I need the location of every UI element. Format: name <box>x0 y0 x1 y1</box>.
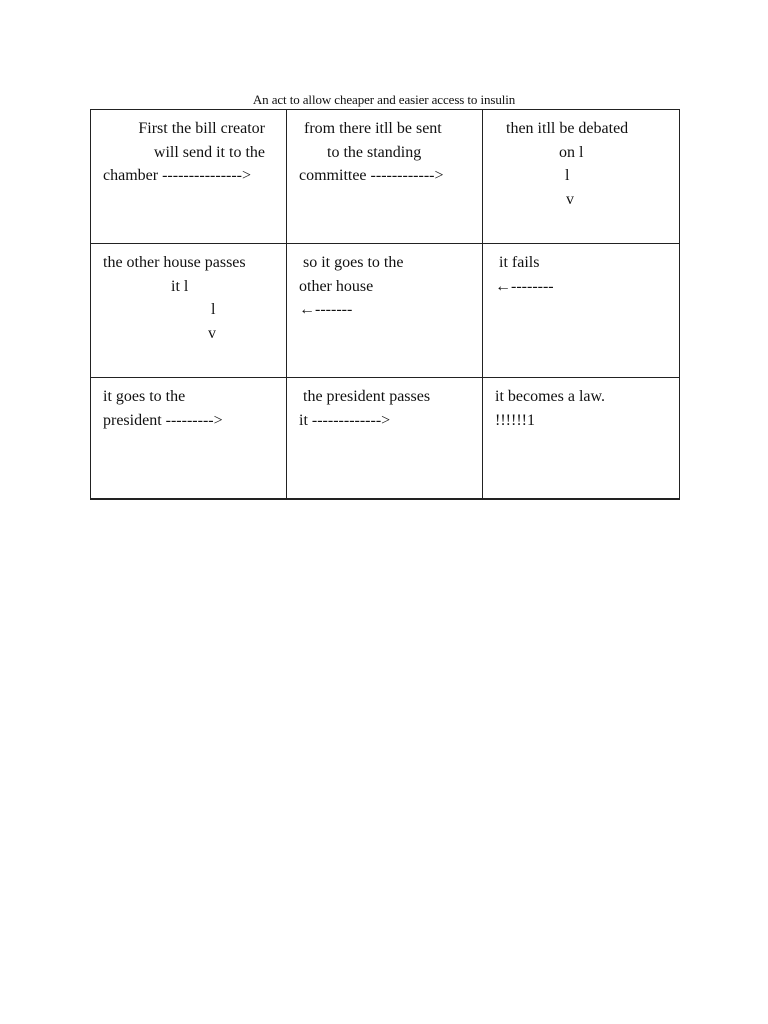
table-cell <box>91 378 287 500</box>
arrow-stem: l <box>565 167 570 184</box>
cell-text-line: to the standing <box>327 143 422 161</box>
cell-text-line: the other house passes <box>103 254 246 271</box>
left-arrow: ←------- <box>299 301 353 318</box>
table-cell <box>287 244 483 378</box>
flowchart-table <box>90 109 680 500</box>
cell-text-line: chamber ---------------> <box>103 167 252 184</box>
cell-text-line: president ---------> <box>103 411 223 429</box>
table-row <box>91 378 680 500</box>
table-cell <box>287 110 483 244</box>
left-arrow: ←-------- <box>495 277 554 295</box>
cell-text-line: so it goes to the <box>299 254 404 271</box>
table-row <box>91 244 680 378</box>
document-title: An act to allow cheaper and easier access to insulin <box>252 92 516 107</box>
cell-text-line: other house <box>299 277 374 295</box>
cell-text-line: !!!!!!1 <box>495 411 535 429</box>
table-cell <box>287 378 483 500</box>
cell-text-line: on l <box>559 143 584 161</box>
table-cell <box>483 110 680 244</box>
cell-text-line: the president passes <box>299 388 431 405</box>
cell-text-line: will send it to the <box>153 143 265 161</box>
table-row <box>91 110 680 244</box>
cell-text-line: then itll be debated <box>506 120 629 137</box>
cell-text-line: it becomes a law. <box>495 388 606 405</box>
cell-text-line: committee ------------> <box>299 167 444 184</box>
arrow-head-down: v <box>208 324 216 342</box>
cell-text-line: First the bill creator <box>138 120 265 137</box>
cell-text-line: it -------------> <box>299 411 391 429</box>
cell-text-line: it l <box>171 277 189 295</box>
cell-text-line: it goes to the <box>103 388 186 405</box>
arrow-stem: l <box>211 301 216 318</box>
table-cell <box>91 110 287 244</box>
cell-text-line: it fails <box>495 254 540 271</box>
table-cell <box>483 244 680 378</box>
arrow-head-down: v <box>566 190 574 208</box>
cell-text-line: from there itll be sent <box>304 120 442 137</box>
table-cell <box>483 378 680 500</box>
table-cell <box>91 244 287 378</box>
